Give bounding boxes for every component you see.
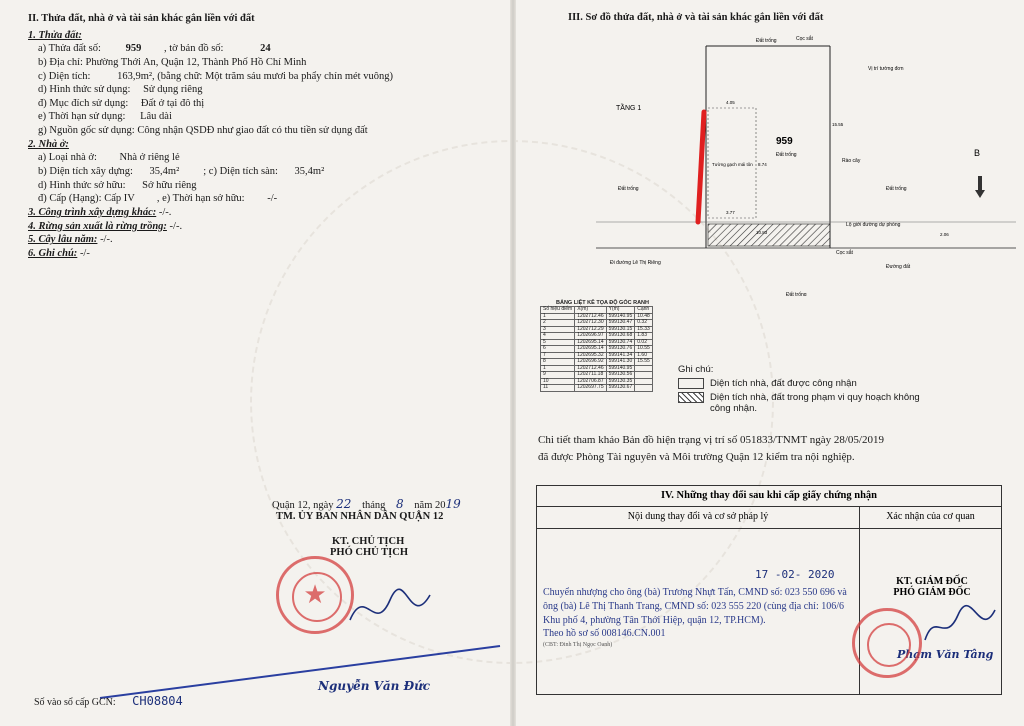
cell: 1202712.30 [575,320,606,327]
cell: 1.83 [635,333,653,340]
cell: 2 [541,320,575,327]
dim-6: 2.06 [940,232,949,237]
legend-swatch-plain [678,378,704,389]
h4-value: -/-. [169,220,183,232]
heading-cong-trinh: 3. Công trình xây dựng khác: [28,206,157,218]
heading-cay: 5. Cây lâu năm: [28,234,98,246]
cell: 0.02 [635,339,653,346]
heading-nha-o: 2. Nhà ở: [28,138,69,150]
h2e-value: -/- [267,193,278,205]
change-content [543,586,855,649]
h3-value: -/-. [158,206,172,218]
page-fold [510,0,516,726]
hatched-planning-area [708,224,830,246]
date-year: 19 [445,497,461,511]
change-date: 17 -02- 2020 [755,568,835,581]
signature-scribble-left [340,580,460,640]
cell: 1 [541,313,575,320]
cell: 1202712.46 [575,365,606,372]
c-label: c) Diện tích: [38,70,91,82]
cell: 15.55 [635,359,653,366]
dim-4: 15.55 [832,122,844,127]
d-label: d) Hình thức sử dụng: [38,84,131,96]
heading-ghi-chu: 6. Ghi chú: [28,247,78,259]
label-dattrong-right: Đất trống [886,186,907,192]
cell: 1.60 [635,352,653,359]
label-duong-dat: Đường đất [886,264,911,270]
cell: 8 [541,359,575,366]
cell: 1 [541,365,575,372]
cell: 599130.68 [606,333,635,340]
legend-swatch-hatch [678,392,704,403]
cell: 599130.47 [606,320,635,327]
h2b-value: 35,4m² [149,166,180,178]
cell: 1202696.97 [575,333,606,340]
reference-line-2: đã được Phòng Tài nguyên và Môi trường Quận 12 kiểm tra nội nghiệp. [538,451,855,464]
section-title-ii: II. Thửa đất, nhà ở và tài sản khác gắn liền với đất [28,13,255,24]
cell: 599140.95 [606,365,635,372]
cell: 599130.56 [606,372,635,379]
h2a-value: Nhà ở riêng lẻ [119,152,180,164]
b-value: Phường Thới An, Quận 12, Thành Phố Hồ Chí Minh [85,56,307,68]
reference-line-1: Chi tiết tham khảo Bản đồ hiện trạng vị trí số 051833/TNMT ngày 28/05/2019 [538,434,884,446]
h2c-label: ; c) Diện tích sàn: [203,166,278,178]
table-row [541,385,653,392]
coord-header: Cạnh [635,307,653,314]
date-day: 22 [336,497,352,511]
cell: 6 [541,346,575,353]
gcn-register [34,694,183,708]
coord-header: Số hiệu điểm [541,307,575,314]
arrow-down-icon [975,176,985,198]
h2b-label: b) Diện tích xây dựng: [38,166,133,178]
date-month: 8 [396,497,404,511]
sign-role2: PHÓ CHỦ TỊCH [330,547,408,558]
cell: 5 [541,339,575,346]
dim-1: 4.05 [726,100,735,105]
cell: 15.33 [635,326,653,333]
dd-label: đ) Mục đích sử dụng: [38,97,129,109]
label-dattrong-left: Đất trống [618,186,639,192]
h5-value: -/-. [100,234,113,246]
cell: 599130.35 [606,378,635,385]
label-cocsat-bot: Cọc sắt [836,250,853,256]
a-label: a) Thửa đất số: [38,43,101,55]
g-label: g) Nguồn gốc sử dụng: [38,125,135,137]
cell: 1202696.92 [575,359,606,366]
signer-name-left: Nguyễn Văn Đức [318,679,431,693]
h2a-label: a) Loại nhà ở: [38,152,97,164]
dim-3: 3.77 [726,210,735,215]
parcel-diagram [596,26,1016,296]
label-top: Đất trống [756,38,777,44]
floor-label: TẦNG 1 [616,105,642,112]
column-divider [859,528,860,694]
dim-5: 10.83 [756,230,768,235]
legend [678,364,930,414]
cell: 3 [541,326,575,333]
cell: 1202711.18 [575,372,606,379]
transfer-text: Chuyển nhượng cho ông (bà) Trương Nhựt Tấn, CMND số: 023 550 696 và ông (bà) Lê Thị Thanh Trang, CMND số: 023 555 220 (cùng địa chỉ: 106/6 Khu phố 4, phường Tân Thới Hiệp, quận 12, TP.HCM). [543,587,847,626]
cell: 10 [541,378,575,385]
cell: 1202695.14 [575,346,606,353]
sign-role1: KT. CHỦ TỊCH [332,536,405,547]
cell: 11 [541,385,575,392]
section-title-iii: III. Sơ đồ thửa đất, nhà ở và tài sản khác gắn liền với đất [568,12,824,23]
c-value: 163,9m², (bằng chữ: Một trăm sáu mươi ba phẩy chín mét vuông) [117,70,393,82]
land-info-section [28,12,498,261]
parcel-number: 959 [776,136,793,147]
e-value: Lâu dài [140,111,172,123]
gcn-number: CH08804 [132,694,183,708]
label-vitri: Vị trí tường đơn [868,66,904,72]
changes-title: IV. Những thay đổi sau khi cấp giấy chứng nhận [537,486,1001,507]
cell: 1202695.14 [575,339,606,346]
star-icon: ★ [303,580,327,609]
signature-scribble-right [920,600,1000,650]
red-seal-right [852,608,922,678]
cell: 1202695.32 [575,352,606,359]
cell: 599130.15 [606,326,635,333]
cbt-text: (CBT: Đinh Thị Ngọc Oanh) [543,642,613,649]
cell: 1202712.29 [575,326,606,333]
cell: 599141.34 [606,352,635,359]
signature-block [272,497,512,558]
g-value: Công nhận QSDĐ như giao đất có thu tiền sử dụng đất [137,125,368,137]
year-label: năm 20 [414,500,446,511]
month-label: tháng [362,500,386,511]
cell: 599141.30 [606,359,635,366]
a-map-label: , tờ bản đồ số: [163,43,224,55]
label-tuong: Tường gạch mái tôn [712,162,753,167]
a-value: 959 [125,43,142,55]
cell: 0.32 [635,320,653,327]
coord-grid [540,306,653,392]
legend-item-1: Diện tích nhà, đất được công nhận [710,378,857,389]
cell: 599130.76 [606,346,635,353]
cell: 4 [541,333,575,340]
col-confirm-header: Xác nhận của cơ quan [860,506,1001,529]
h2e-label: , e) Thời hạn sở hữu: [156,193,245,205]
dim-2: 8.74 [758,162,767,167]
cell: 599130.67 [606,385,635,392]
gcn-label: Số vào sổ cấp GCN: [34,697,116,708]
legend-item-2: Diện tích nhà, đất trong phạm vi quy hoạch không công nhận. [710,392,920,414]
cell: 599140.95 [606,313,635,320]
date-prefix: Quận 12, ngày [272,500,334,511]
cell: 1202697.75 [575,385,606,392]
reference-note [538,432,1008,466]
confirm-role1: KT. GIÁM ĐỐC [896,576,968,587]
legend-title: Ghi chú: [678,364,714,375]
h2dd-value: Cấp IV [104,193,135,205]
coord-title: BẢNG LIỆT KÊ TỌA ĐỘ GÓC RANH [556,300,649,306]
h2dd-label: đ) Cấp (Hạng): [38,193,102,205]
coord-header: X(m) [575,307,606,314]
cell: 10.55 [635,346,653,353]
label-dattrong-bottom: Đất trống [786,292,807,296]
h2d-label: d) Hình thức sở hữu: [38,179,126,191]
coordinate-table [540,300,665,392]
hoso-text: Theo hồ sơ số 008146.CN.001 [543,628,666,640]
cell: 7 [541,352,575,359]
confirm-signer: Phạm Văn Tâng [897,648,994,661]
cell: 10.48 [635,313,653,320]
sign-org: TM. ỦY BAN NHÂN DÂN QUẬN 12 [276,511,444,522]
b-label: b) Địa chỉ: [38,56,83,68]
label-rao: Rào cây [842,158,861,164]
dd-value: Đất ở tại đô thị [140,97,205,109]
changes-table [536,485,1002,695]
col-content-header: Nội dung thay đổi và cơ sở pháp lý [537,506,860,529]
heading-rung: 4. Rừng sản xuất là rừng trồng: [28,220,167,232]
label-duong-le: Đi đường Lê Thị Riêng [610,260,661,266]
h2d-value: Sở hữu riêng [142,179,197,191]
e-label: e) Thời hạn sử dụng: [38,111,126,123]
label-cocsat-top: Cọc sắt [796,36,813,42]
label-lo-gioi: Lộ giới đường dự phòng [846,222,901,228]
confirm-role2: PHÓ GIÁM ĐỐC [893,587,971,598]
coord-header: Y(m) [606,307,635,314]
cell [635,385,653,392]
cell: 599130.74 [606,339,635,346]
heading-thua-dat: 1. Thửa đất: [28,29,82,41]
parcel-sub: Đất trống [776,152,797,158]
confirm-signature [867,576,997,598]
d-value: Sử dụng riêng [143,84,203,96]
h6-value: -/- [79,247,90,259]
a-map-value: 24 [260,43,271,55]
red-highlight-mark [698,112,704,222]
compass-label: B [974,148,981,158]
h2c-value: 35,4m² [294,166,325,178]
cell: 1202706.87 [575,378,606,385]
cell: 1202712.46 [575,313,606,320]
cell: 9 [541,372,575,379]
